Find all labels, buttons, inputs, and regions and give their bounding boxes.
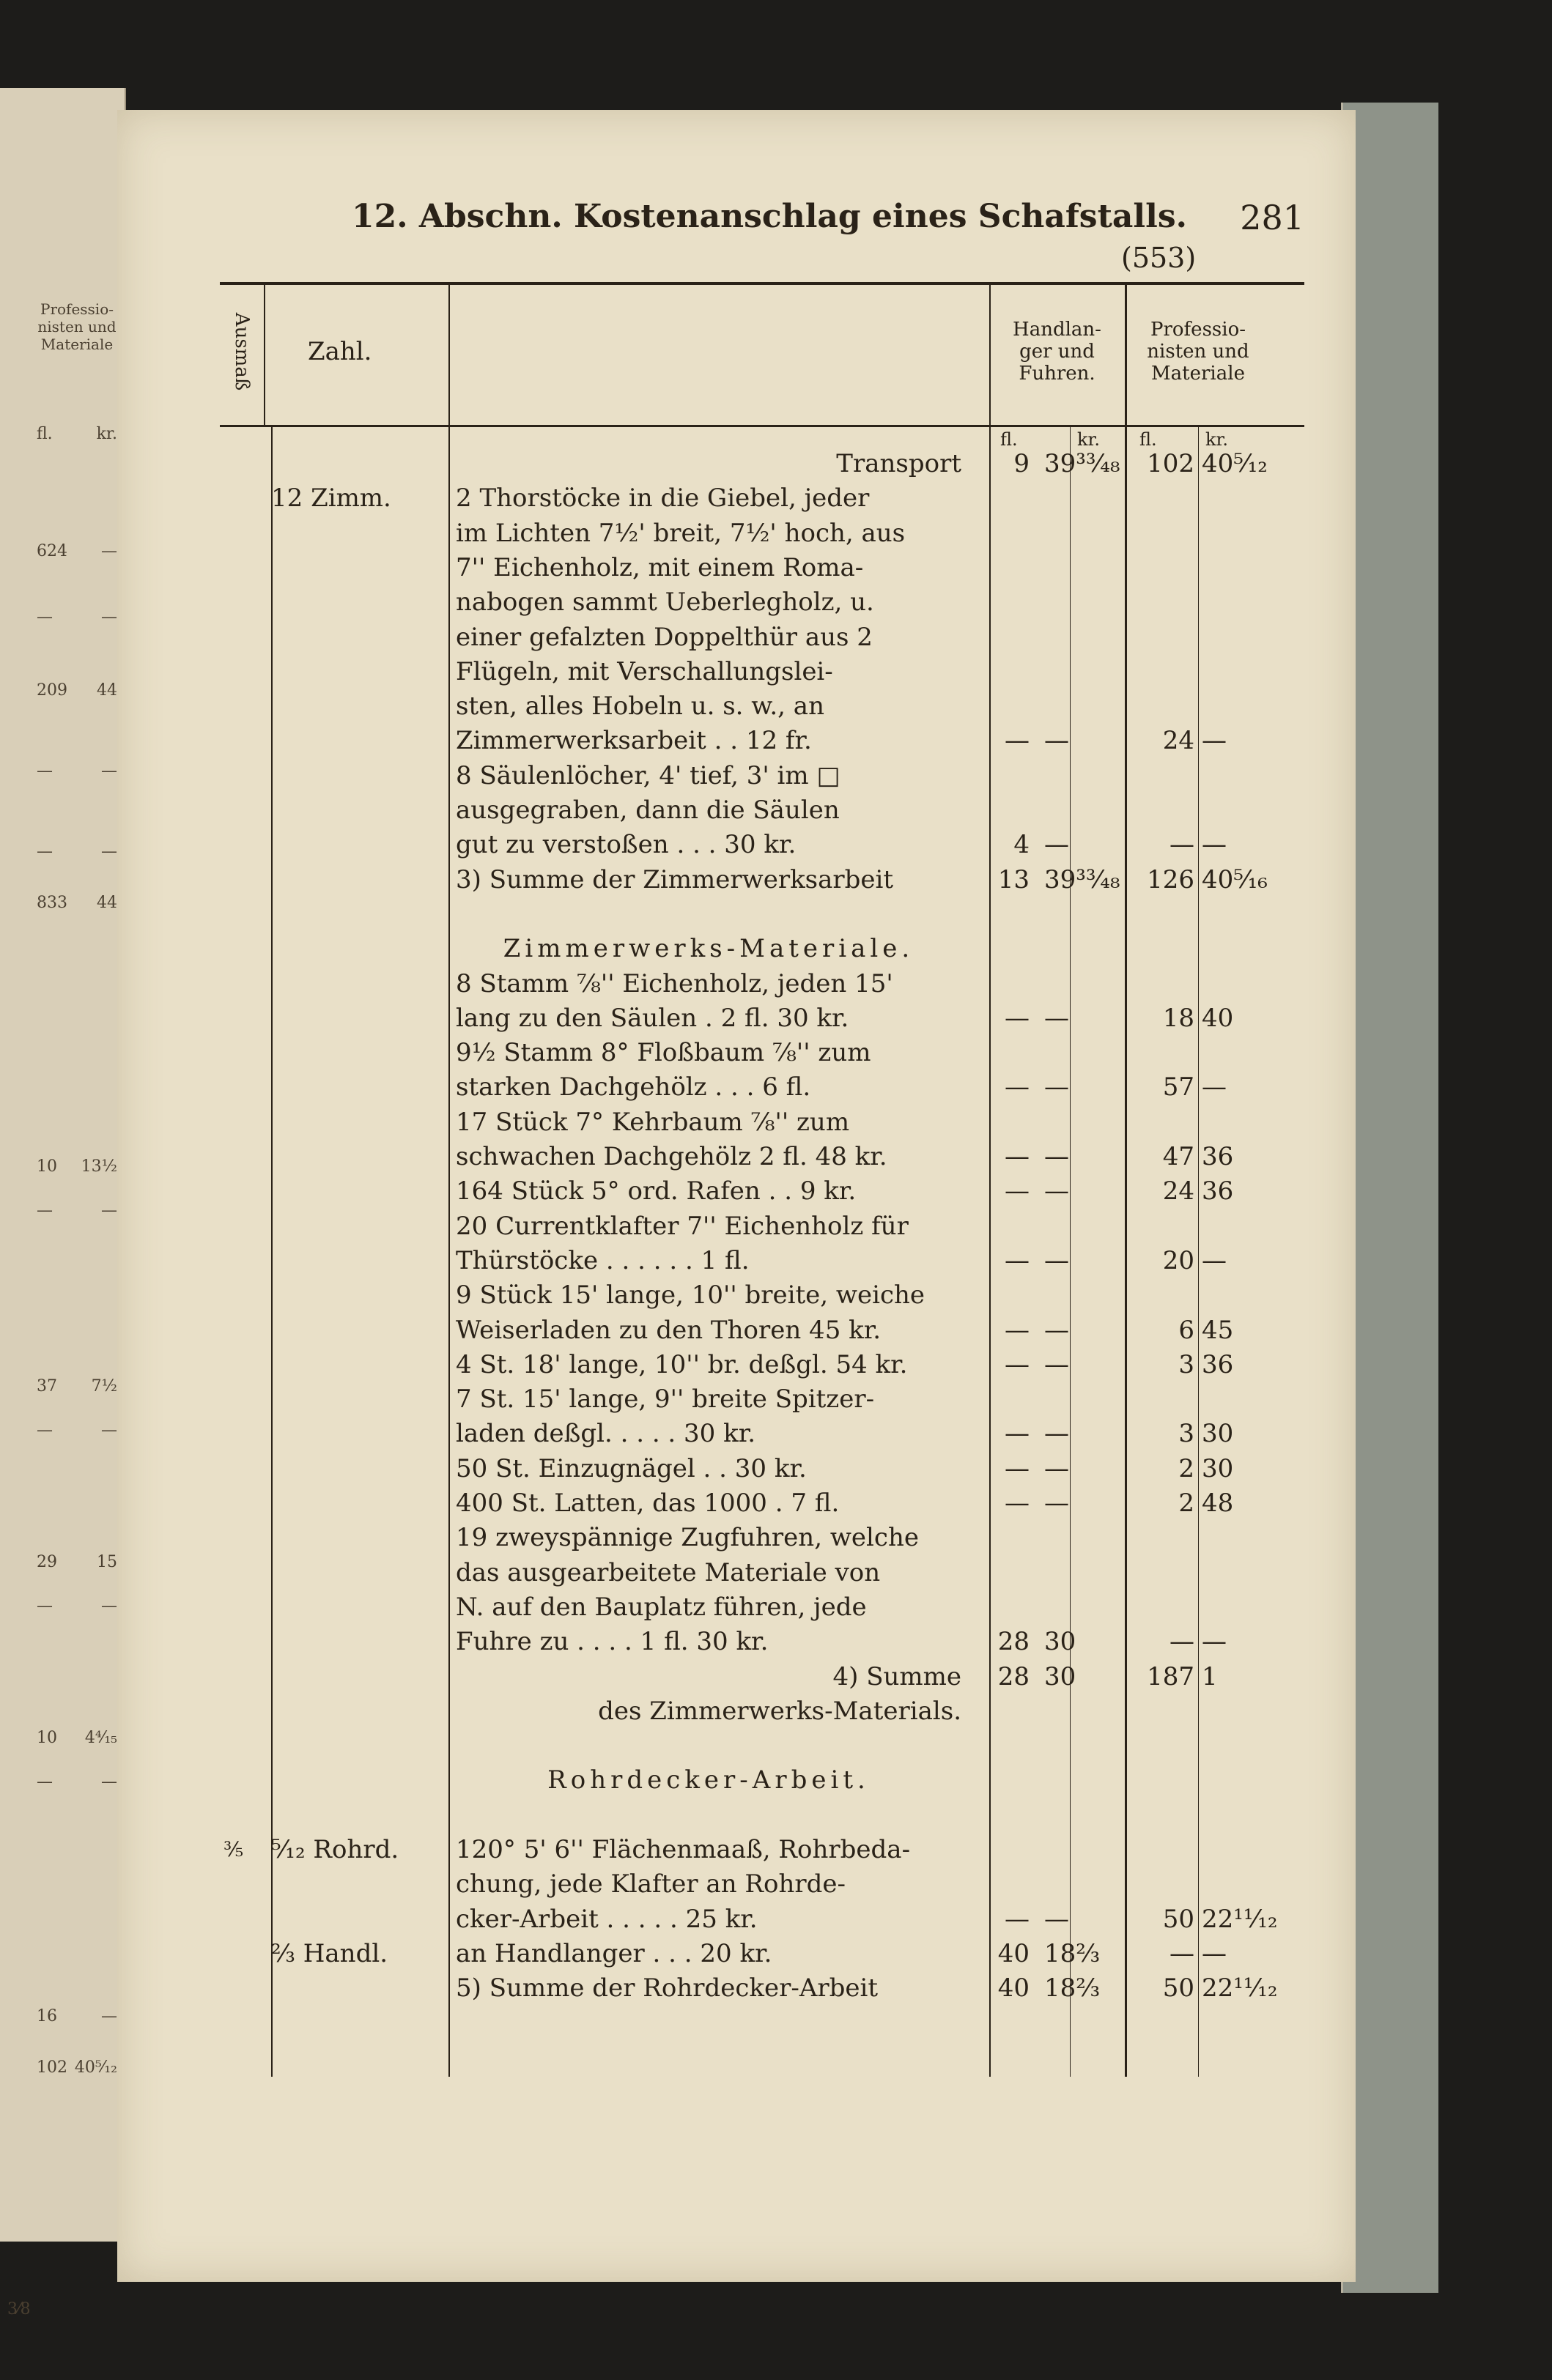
left-fragment-kr: — (101, 608, 117, 626)
description-cell: im Lichten 7½' breit, 7½' hoch, aus (456, 518, 906, 548)
description-cell: 4) Summe (832, 1661, 961, 1691)
left-fragment-fl: — (37, 608, 53, 626)
handlanger-kr-cell: — (1044, 1072, 1069, 1102)
handlanger-kr-cell: — (1044, 1453, 1069, 1483)
handlanger-kr-cell: — (1044, 1489, 1069, 1518)
description-cell: N. auf den Bauplatz führen, jede (456, 1592, 867, 1622)
zahl-header: Zahl. (308, 337, 372, 366)
unit-fl: fl. (1139, 429, 1157, 450)
handlanger-kr-cell: 18⅔ (1044, 1973, 1101, 2003)
table-row (220, 585, 1304, 619)
left-fragment-kr: — (101, 1201, 117, 1220)
left-fragment-fl: 10 (37, 1729, 57, 1747)
description-cell: 3) Summe der Zimmerwerksarbeit (456, 864, 894, 894)
handlanger-fl-cell: — (1005, 1349, 1030, 1379)
description-cell: 8 Säulenlöcher, 4' tief, 3' im □ (456, 760, 840, 790)
left-header-line: nisten und (37, 318, 117, 336)
left-fragment-fl: 102 (37, 2058, 67, 2077)
table-row (220, 759, 1304, 793)
left-fragment-kr: — (101, 762, 117, 780)
left-unit: fl. (37, 425, 53, 443)
left-fragment-fl: 29 (37, 1553, 57, 1571)
left-fragment-row (37, 681, 117, 700)
table-row (220, 1556, 1304, 1590)
table-row (220, 1833, 1304, 1866)
left-fragment-kr: 7½ (91, 1377, 117, 1395)
running-title: 12. Abschn. Kostenanschlag eines Schafstalls. (352, 198, 1187, 235)
left-fragment-row (37, 894, 117, 912)
left-fragment-fl: — (37, 842, 53, 861)
description-cell: des Zimmerwerks-Materials. (598, 1696, 961, 1726)
table-row (220, 1521, 1304, 1554)
col-divider (264, 282, 265, 425)
table-row (220, 551, 1304, 585)
table-row (220, 1036, 1304, 1069)
table-row (220, 967, 1304, 1001)
handlanger-fl-cell: — (1005, 726, 1030, 756)
description-cell: 9 Stück 15' lange, 10'' breite, weiche (456, 1280, 925, 1311)
table-row (220, 897, 1304, 931)
left-fragment-row (37, 1157, 117, 1176)
header-line: Professio- (1150, 319, 1246, 341)
professionisten-fl-cell: 187 (1147, 1661, 1194, 1691)
professionisten-fl-cell: 20 (1162, 1245, 1194, 1275)
description-cell: 5) Summe der Rohrdecker-Arbeit (456, 1973, 879, 2003)
professionisten-kr-cell: 22¹¹⁄₁₂ (1202, 1904, 1278, 1934)
left-fragment-fl: 10 (37, 1157, 57, 1176)
left-fragment-row (37, 1377, 117, 1395)
description-cell: 19 zweyspännige Zugfuhren, welche (456, 1523, 919, 1553)
description-cell: chung, jede Klafter an Rohrde- (456, 1869, 846, 1899)
professionisten-fl-cell: 47 (1162, 1142, 1194, 1171)
handlanger-fl-cell: 28 (997, 1627, 1030, 1657)
description-cell: laden deßgl. . . . . 30 kr. (456, 1419, 756, 1449)
description-cell: nabogen sammt Ueberlegholz, u. (456, 587, 874, 618)
description-cell: sten, alles Hobeln u. s. w., an (456, 692, 824, 722)
left-fragment-row (37, 542, 117, 560)
table-row (220, 1625, 1304, 1658)
professionisten-kr-cell: 48 (1202, 1489, 1234, 1518)
table-row (220, 1244, 1304, 1278)
left-fragment-fl: 209 (37, 681, 67, 700)
header-line: nisten und (1147, 341, 1249, 363)
ausmass-header (227, 297, 256, 414)
table-row (220, 1902, 1304, 1936)
professionisten-kr-cell: 30 (1202, 1419, 1234, 1449)
table-row (220, 828, 1304, 861)
description-cell: 17 Stück 7° Kehrbaum ⅞'' zum (456, 1107, 850, 1137)
left-page-column-fragment (7, 278, 121, 2318)
professionisten-fl-cell: 3 (1178, 1349, 1194, 1379)
header-line: ger und (1019, 341, 1095, 363)
handlanger-kr-cell: 39³³⁄₄₈ (1044, 449, 1120, 478)
left-fragment-fl: 624 (37, 542, 67, 560)
left-fragment-row (37, 1773, 117, 1791)
professionisten-kr-cell: 36 (1202, 1349, 1234, 1379)
professionisten-kr-cell: 40⁵⁄₁₆ (1202, 864, 1268, 894)
professionisten-kr-cell: — (1202, 830, 1227, 860)
description-cell: 400 St. Latten, das 1000 . 7 fl. (456, 1489, 840, 1518)
left-fragment-kr: — (101, 1773, 117, 1791)
description-cell: einer gefalzten Doppelthür aus 2 (456, 622, 873, 652)
description-cell: 7'' Eichenholz, mit einem Roma- (456, 552, 864, 582)
professionisten-kr-cell: 36 (1202, 1142, 1234, 1171)
description-cell: 7 St. 15' lange, 9'' breite Spitzer- (456, 1384, 875, 1415)
description-cell: Transport (836, 449, 961, 478)
professionisten-kr-cell: — (1202, 1938, 1227, 1968)
description-cell: lang zu den Säulen . 2 fl. 30 kr. (456, 1003, 849, 1033)
handlanger-fl-cell: — (1005, 1489, 1030, 1518)
left-fragment-kr: — (101, 1421, 117, 1439)
professionisten-fl-cell: 50 (1162, 1904, 1194, 1934)
table-row (220, 1798, 1304, 1832)
professionisten-fl-cell: — (1169, 830, 1194, 860)
handlanger-kr-cell: 30 (1044, 1661, 1076, 1691)
professionisten-fl-cell: 24 (1162, 726, 1194, 756)
professionisten-kr-cell: — (1202, 1627, 1227, 1657)
handlanger-kr-cell: — (1044, 1349, 1069, 1379)
unit-kr: kr. (1077, 429, 1101, 450)
left-side-fraction: 3⁄8 (7, 2300, 31, 2318)
handlanger-kr-cell: — (1044, 726, 1069, 756)
left-fragment-row (37, 608, 117, 626)
table-row (220, 1382, 1304, 1416)
description-cell: das ausgearbeitete Materiale von (456, 1557, 881, 1587)
table-header-rule (220, 425, 1304, 427)
handlanger-kr-cell: — (1044, 1142, 1069, 1171)
description-cell: schwachen Dachgehölz 2 fl. 48 kr. (456, 1142, 887, 1171)
table-row (220, 863, 1304, 897)
left-header-line: Professio- (40, 300, 114, 318)
left-fragment-fl: — (37, 762, 53, 780)
description-cell: Thürstöcke . . . . . . 1 fl. (456, 1245, 750, 1275)
table-row (220, 1971, 1304, 2005)
description-cell: ausgegraben, dann die Säulen (456, 796, 840, 825)
professionisten-header (1128, 319, 1268, 385)
left-fragment-row (37, 762, 117, 780)
handlanger-fl-cell: — (1005, 1176, 1030, 1206)
description-cell: 120° 5' 6'' Flächenmaaß, Rohrbeda- (456, 1835, 911, 1864)
table-row (220, 655, 1304, 689)
left-fragment-row (37, 2007, 117, 2025)
description-cell: Zimmerwerksarbeit . . 12 fr. (456, 726, 812, 756)
left-fragment-row (37, 2058, 117, 2077)
description-cell: cker-Arbeit . . . . . 25 kr. (456, 1904, 758, 1934)
description-cell: Rohrdecker-Arbeit. (547, 1765, 870, 1795)
left-fragment-fl: 37 (37, 1377, 57, 1395)
left-fragment-kr: 15 (97, 1553, 117, 1571)
table-row (220, 793, 1304, 827)
description-cell: an Handlanger . . . 20 kr. (456, 1938, 772, 1968)
professionisten-fl-cell: 3 (1178, 1419, 1194, 1449)
table-row (220, 1070, 1304, 1104)
description-cell: Zimmerwerks-Materiale. (503, 934, 914, 964)
professionisten-kr-cell: 40 (1202, 1003, 1234, 1033)
table-row (220, 481, 1304, 515)
handlanger-kr-cell: — (1044, 1315, 1069, 1345)
table-row (220, 689, 1304, 723)
header-line: Fuhren. (1019, 363, 1095, 385)
left-fragment-kr: — (101, 542, 117, 560)
handlanger-fl-cell: 4 (1013, 830, 1030, 860)
left-fragment-fl: 16 (37, 2007, 57, 2025)
left-fragment-row (37, 1729, 117, 1747)
professionisten-kr-cell: 1 (1202, 1661, 1218, 1691)
left-fragment-kr: — (101, 1597, 117, 1615)
professionisten-fl-cell: 2 (1178, 1489, 1194, 1518)
page-number: 281 (1240, 198, 1304, 237)
unit-fl: fl. (1000, 429, 1018, 450)
table-row (220, 1660, 1304, 1694)
handlanger-kr-cell: — (1044, 1904, 1069, 1934)
professionisten-fl-cell: — (1169, 1627, 1194, 1657)
professionisten-kr-cell: 36 (1202, 1176, 1234, 1206)
left-fragment-row (37, 842, 117, 861)
description-cell: Fuhre zu . . . . 1 fl. 30 kr. (456, 1627, 769, 1657)
table-top-rule (220, 282, 1304, 285)
table-row (220, 620, 1304, 654)
description-cell: 164 Stück 5° ord. Rafen . . 9 kr. (456, 1176, 857, 1206)
professionisten-kr-cell: 22¹¹⁄₁₂ (1202, 1973, 1278, 2003)
handlanger-fl-cell: 13 (997, 864, 1030, 894)
handlanger-kr-cell: — (1044, 1245, 1069, 1275)
left-fragment-row (37, 1553, 117, 1571)
table-row (220, 724, 1304, 757)
table-row (220, 1278, 1304, 1312)
zahl-cell: 12 Zimm. (271, 483, 391, 514)
table-row (220, 1209, 1304, 1243)
handlanger-kr-cell: — (1044, 1003, 1069, 1033)
handlanger-kr-cell: 30 (1044, 1627, 1076, 1657)
description-cell: Weiserladen zu den Thoren 45 kr. (456, 1315, 882, 1345)
left-fragment-kr: 40⁵⁄₁₂ (74, 2058, 117, 2077)
left-fragment-kr: 4⁴⁄₁₅ (84, 1729, 117, 1747)
professionisten-kr-cell: — (1202, 1072, 1227, 1102)
left-fragment-kr: 44 (97, 894, 117, 912)
handlanger-fl-cell: — (1005, 1003, 1030, 1033)
ausmass-label: Ausmaß (231, 312, 253, 391)
handlanger-fl-cell: 28 (997, 1661, 1030, 1691)
professionisten-fl-cell: 18 (1162, 1003, 1194, 1033)
left-fragment-kr: 44 (97, 681, 117, 700)
table-row (220, 1763, 1304, 1797)
table-row (220, 1417, 1304, 1450)
header-line: Materiale (1151, 363, 1245, 385)
table-row (220, 1452, 1304, 1486)
left-fragment-fl: — (37, 1421, 53, 1439)
handlanger-kr-cell: 18⅔ (1044, 1938, 1101, 1968)
handlanger-kr-cell: — (1044, 830, 1069, 860)
table-row (220, 1105, 1304, 1139)
table-row (220, 1140, 1304, 1174)
table-row (220, 447, 1304, 481)
handlanger-fl-cell: — (1005, 1245, 1030, 1275)
description-cell: 9½ Stamm 8° Floßbaum ⅞'' zum (456, 1038, 871, 1068)
professionisten-fl-cell: — (1169, 1938, 1194, 1968)
handlanger-fl-cell: — (1005, 1142, 1030, 1171)
zahl-cell: ⁵⁄₁₂ Rohrd. (271, 1835, 399, 1864)
left-fragment-fl: — (37, 1773, 53, 1791)
description-cell: 20 Currentklafter 7'' Eichenholz für (456, 1211, 909, 1241)
professionisten-kr-cell: — (1202, 726, 1227, 756)
left-fragment-kr: — (101, 2007, 117, 2025)
table-row (220, 1867, 1304, 1901)
professionisten-fl-cell: 24 (1162, 1176, 1194, 1206)
unit-kr: kr. (1205, 429, 1229, 450)
table-row (220, 932, 1304, 965)
left-fragment-fl: — (37, 1597, 53, 1615)
left-fragment-row (37, 1421, 117, 1439)
professionisten-fl-cell: 126 (1147, 864, 1194, 894)
professionisten-fl-cell: 57 (1162, 1072, 1194, 1102)
handlanger-fl-cell: 40 (997, 1938, 1030, 1968)
handlanger-kr-cell: 39³³⁄₄₈ (1044, 864, 1120, 894)
table-row (220, 1348, 1304, 1382)
handlanger-fl-cell: — (1005, 1315, 1030, 1345)
zahl-cell: ⅔ Handl. (271, 1938, 388, 1968)
description-cell: Flügeln, mit Verschallungslei- (456, 656, 833, 686)
handlanger-kr-cell: — (1044, 1419, 1069, 1449)
table-row (220, 1174, 1304, 1208)
handlanger-fl-cell: — (1005, 1419, 1030, 1449)
left-unit: kr. (96, 425, 117, 443)
handlanger-fl-cell: 9 (1013, 449, 1030, 478)
professionisten-kr-cell: 30 (1202, 1453, 1234, 1483)
ausmass-cell: ⅗ (223, 1837, 244, 1861)
left-fragment-fl: — (37, 1201, 53, 1220)
handlanger-fl-cell: 40 (997, 1973, 1030, 2003)
description-cell: starken Dachgehölz . . . 6 fl. (456, 1072, 811, 1102)
handlanger-header (993, 319, 1121, 385)
handlanger-fl-cell: — (1005, 1904, 1030, 1934)
handlanger-fl-cell: — (1005, 1453, 1030, 1483)
handlanger-kr-cell: — (1044, 1176, 1069, 1206)
header-line: Handlan- (1013, 319, 1101, 341)
table-row (220, 1694, 1304, 1728)
table-row (220, 1590, 1304, 1624)
handlanger-fl-cell: — (1005, 1072, 1030, 1102)
description-cell: 50 St. Einzugnägel . . 30 kr. (456, 1453, 807, 1483)
description-cell: gut zu verstoßen . . . 30 kr. (456, 830, 797, 860)
left-header-line: Materiale (40, 336, 114, 353)
sub-number: (553) (1121, 242, 1197, 274)
professionisten-kr-cell: — (1202, 1245, 1227, 1275)
professionisten-fl-cell: 6 (1178, 1315, 1194, 1345)
cost-table (220, 282, 1304, 2077)
left-fragment-row (37, 1201, 117, 1220)
professionisten-fl-cell: 102 (1147, 449, 1194, 478)
professionisten-kr-cell: 40⁵⁄₁₂ (1202, 449, 1268, 478)
table-row (220, 1937, 1304, 1971)
left-fragment-kr: — (101, 842, 117, 861)
professionisten-kr-cell: 45 (1202, 1315, 1234, 1345)
table-row (220, 1729, 1304, 1762)
table-row (220, 1313, 1304, 1347)
description-cell: 2 Thorstöcke in die Giebel, jeder (456, 483, 870, 514)
table-row (220, 516, 1304, 550)
left-fragment-row (37, 1597, 117, 1615)
professionisten-fl-cell: 50 (1162, 1973, 1194, 2003)
description-cell: 4 St. 18' lange, 10'' br. deßgl. 54 kr. (456, 1349, 908, 1379)
professionisten-fl-cell: 2 (1178, 1453, 1194, 1483)
left-fragment-fl: 833 (37, 894, 67, 912)
left-fragment-kr: 13½ (81, 1157, 117, 1176)
table-row (220, 1001, 1304, 1035)
table-row (220, 1486, 1304, 1520)
description-cell: 8 Stamm ⅞'' Eichenholz, jeden 15' (456, 968, 893, 998)
